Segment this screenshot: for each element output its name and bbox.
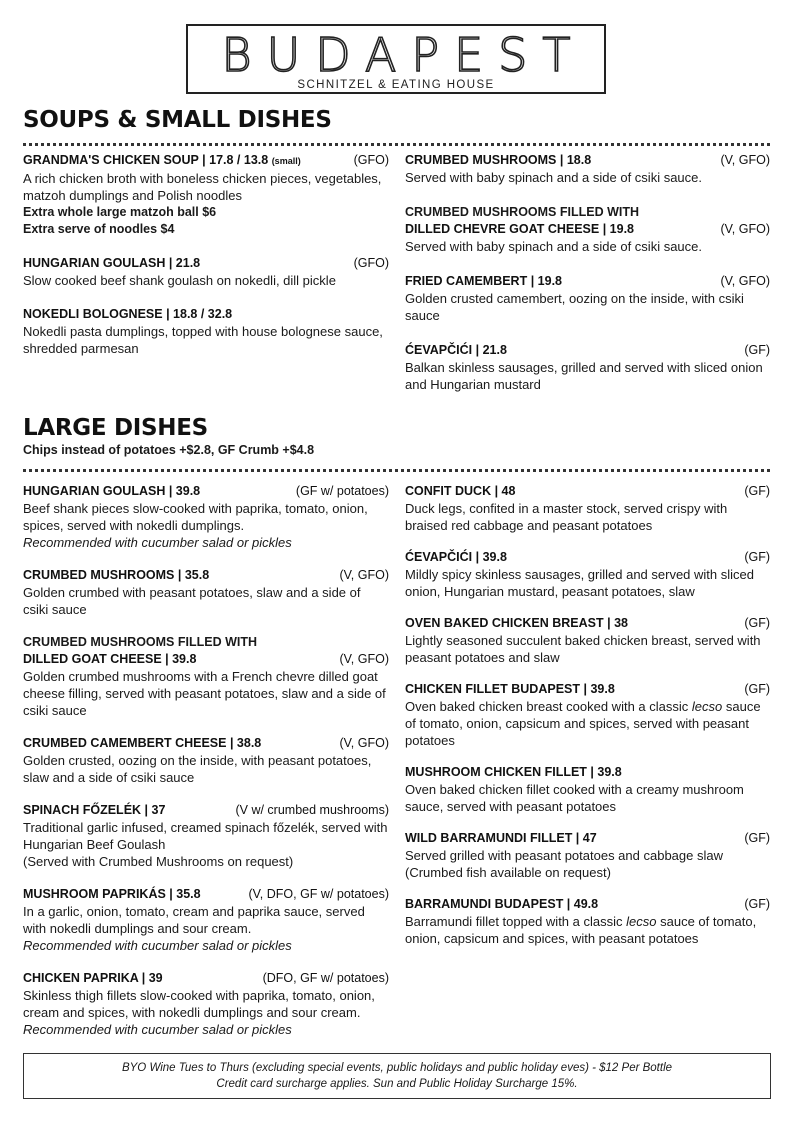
item-description: Beef shank pieces slow-cooked with paprika, tomato, onion, spices, served with nokedli dumplings. <box>23 501 368 533</box>
menu-item <box>23 735 389 786</box>
diet-tag: (GF) <box>744 484 770 498</box>
item-description: Skinless thigh fillets slow-cooked with paprika, tomato, onion, cream and spices, with nokedli dumplings and sour cream. <box>23 988 375 1020</box>
diet-tag: (GF) <box>744 831 770 845</box>
item-description: Oven baked chicken fillet cooked with a creamy mushroom sauce, served with peasant potatoes <box>405 782 744 814</box>
item-recommendation: Recommended with cucumber salad or pickles <box>23 938 292 953</box>
item-name: SPINACH FŐZELÉK | 37 <box>23 803 166 817</box>
item-description: Golden crumbed mushrooms with a French chevre dilled goat cheese filling, served with peasant potatoes, slaw and a side of csiki sauce <box>23 669 386 718</box>
menu-item <box>405 681 770 749</box>
menu-item <box>23 886 389 954</box>
large-right-column <box>405 483 770 947</box>
item-name: OVEN BAKED CHICKEN BREAST | 38 <box>405 616 628 630</box>
item-recommendation: Recommended with cucumber salad or pickles <box>23 1022 292 1037</box>
item-description: Served grilled with peasant potatoes and cabbage slaw <box>405 848 723 863</box>
item-extra: Extra serve of noodles $4 <box>23 222 175 236</box>
item-name: WILD BARRAMUNDI FILLET | 47 <box>405 831 597 845</box>
section-title-large: LARGE DISHES <box>23 415 208 441</box>
menu-item <box>405 483 770 534</box>
item-description: Served with baby spinach and a side of csiki sauce. <box>405 170 703 185</box>
sauce-name: lecso <box>626 914 657 929</box>
item-description-cont: sauce of tomato, onion, capsicum and spices, with peasant potatoes <box>405 914 757 946</box>
diet-tag: (GF) <box>744 682 770 696</box>
item-description: A rich chicken broth with boneless chicken pieces, vegetables, matzoh dumplings and Polish noodles <box>23 171 382 203</box>
item-description: Golden crumbed with peasant potatoes, slaw and a side of csiki sauce <box>23 585 361 617</box>
item-description: In a garlic, onion, tomato, cream and paprika sauce, served with nokedli dumplings and sour cream. <box>23 904 365 936</box>
item-name: CONFIT DUCK | 48 <box>405 484 516 498</box>
item-description: Duck legs, confited in a master stock, served crispy with braised red cabbage and peasant potatoes <box>405 501 728 533</box>
diet-tag: (GFO) <box>353 256 389 270</box>
item-description: Golden crusted, oozing on the inside, with peasant potatoes, slaw and a side of csiki sauce <box>23 753 372 785</box>
item-name: MUSHROOM PAPRIKÁS | 35.8 <box>23 887 201 901</box>
menu-item <box>405 342 770 393</box>
logo <box>186 24 606 94</box>
menu-item <box>405 273 770 324</box>
item-name-line: CRUMBED MUSHROOMS FILLED WITH <box>405 205 640 219</box>
diet-tag: (V, GFO) <box>720 222 770 236</box>
item-description: Barramundi fillet topped with a classic <box>405 914 623 929</box>
section-note: Chips instead of potatoes +$2.8, GF Crumb +$4.8 <box>23 443 315 457</box>
item-description: Oven baked chicken breast cooked with a classic <box>405 699 689 714</box>
menu-item <box>405 764 770 815</box>
item-name: FRIED CAMEMBERT | 19.8 <box>405 274 562 288</box>
item-name: MUSHROOM CHICKEN FILLET | 39.8 <box>405 765 622 779</box>
item-name: CRUMBED MUSHROOMS | 18.8 <box>405 153 592 167</box>
footer-notice <box>23 1053 771 1099</box>
menu-item <box>23 483 389 551</box>
menu-item <box>405 204 770 255</box>
item-name: GRANDMA'S CHICKEN SOUP | 17.8 / 13.8 <box>23 153 269 167</box>
menu-item <box>405 615 770 666</box>
diet-tag: (GF w/ potatoes) <box>295 484 389 498</box>
item-description: Slow cooked beef shank goulash on nokedli, dill pickle <box>23 273 336 288</box>
menu-item <box>23 567 389 618</box>
diet-tag: (V, GFO) <box>339 568 389 582</box>
item-description: Traditional garlic infused, creamed spinach főzelék, served with Hungarian Beef Goulash <box>23 820 388 852</box>
item-name: CHICKEN FILLET BUDAPEST | 39.8 <box>405 682 615 696</box>
diet-tag: (V, GFO) <box>720 153 770 167</box>
diet-tag: (V, GFO) <box>339 736 389 750</box>
soups-left-column <box>23 152 389 357</box>
brand-tagline: SCHNITZEL & EATING HOUSE <box>297 79 495 91</box>
item-recommendation: Recommended with cucumber salad or pickles <box>23 535 292 550</box>
large-left-column <box>23 483 389 1038</box>
menu-item <box>405 830 770 881</box>
section-title-soups: SOUPS & SMALL DISHES <box>23 107 332 133</box>
item-description: Balkan skinless sausages, grilled and served with sliced onion and Hungarian mustard <box>405 360 763 392</box>
menu-item <box>405 152 770 186</box>
item-description-note: (Served with Crumbed Mushrooms on request) <box>23 854 294 869</box>
item-description-cont: sauce of tomato, onion, capsicum and spices, served with peasant potatoes <box>405 699 761 748</box>
menu-item <box>23 306 389 357</box>
item-description: Nokedli pasta dumplings, topped with house bolognese sauce, shredded parmesan <box>23 324 383 356</box>
item-description-note: (Crumbed fish available on request) <box>405 865 611 880</box>
divider <box>23 469 770 472</box>
footer-surcharge-line: Credit card surcharge applies. Sun and Public Holiday Surcharge 15%. <box>216 1078 578 1090</box>
item-name: DILLED CHEVRE GOAT CHEESE | 19.8 <box>405 222 635 236</box>
menu-item <box>23 970 389 1038</box>
item-name: HUNGARIAN GOULASH | 21.8 <box>23 256 201 270</box>
item-description: Served with baby spinach and a side of csiki sauce. <box>405 239 703 254</box>
item-name: DILLED GOAT CHEESE | 39.8 <box>23 652 197 666</box>
soups-right-column <box>405 152 770 393</box>
divider <box>23 143 770 146</box>
menu-item <box>23 152 389 238</box>
menu-item <box>23 255 389 289</box>
diet-tag: (GF) <box>744 897 770 911</box>
diet-tag: (V w/ crumbed mushrooms) <box>235 803 389 817</box>
menu-item <box>23 802 389 870</box>
footer-byo-line: BYO Wine Tues to Thurs (excluding special events, public holidays and public holiday eves) - $12 Per Bottle <box>121 1062 673 1074</box>
item-name: ĆEVAPČIĆI | 21.8 <box>405 343 507 357</box>
item-name: CRUMBED MUSHROOMS | 35.8 <box>23 568 210 582</box>
item-name: HUNGARIAN GOULASH | 39.8 <box>23 484 201 498</box>
item-name: CRUMBED CAMEMBERT CHEESE | 38.8 <box>23 736 262 750</box>
item-name: NOKEDLI BOLOGNESE | 18.8 / 32.8 <box>23 307 233 321</box>
diet-tag: (V, GFO) <box>339 652 389 666</box>
diet-tag: (V, DFO, GF w/ potatoes) <box>248 887 389 901</box>
menu-item <box>405 549 770 600</box>
item-description: Golden crusted camembert, oozing on the inside, with csiki sauce <box>405 291 744 323</box>
diet-tag: (V, GFO) <box>720 274 770 288</box>
diet-tag: (GF) <box>744 550 770 564</box>
item-extra: Extra whole large matzoh ball $6 <box>23 205 217 219</box>
item-name-line: CRUMBED MUSHROOMS FILLED WITH <box>23 635 258 649</box>
brand-name: BUDAPEST <box>221 28 586 82</box>
item-name: BARRAMUNDI BUDAPEST | 49.8 <box>405 897 599 911</box>
item-name: CHICKEN PAPRIKA | 39 <box>23 971 163 985</box>
sauce-name: lecso <box>691 699 723 714</box>
item-name: ĆEVAPČIĆI | 39.8 <box>405 550 507 564</box>
menu-item <box>23 634 389 719</box>
item-description: Lightly seasoned succulent baked chicken breast, served with peasant potatoes and slaw <box>405 633 761 665</box>
diet-tag: (DFO, GF w/ potatoes) <box>262 971 389 985</box>
diet-tag: (GFO) <box>353 153 389 167</box>
diet-tag: (GF) <box>744 616 770 630</box>
menu-item <box>405 896 770 947</box>
item-size-note: (small) <box>271 156 301 166</box>
diet-tag: (GF) <box>744 343 770 357</box>
item-description: Mildly spicy skinless sausages, grilled and served with sliced onion, Hungarian mustard, peasant potatoes, slaw <box>405 567 754 599</box>
